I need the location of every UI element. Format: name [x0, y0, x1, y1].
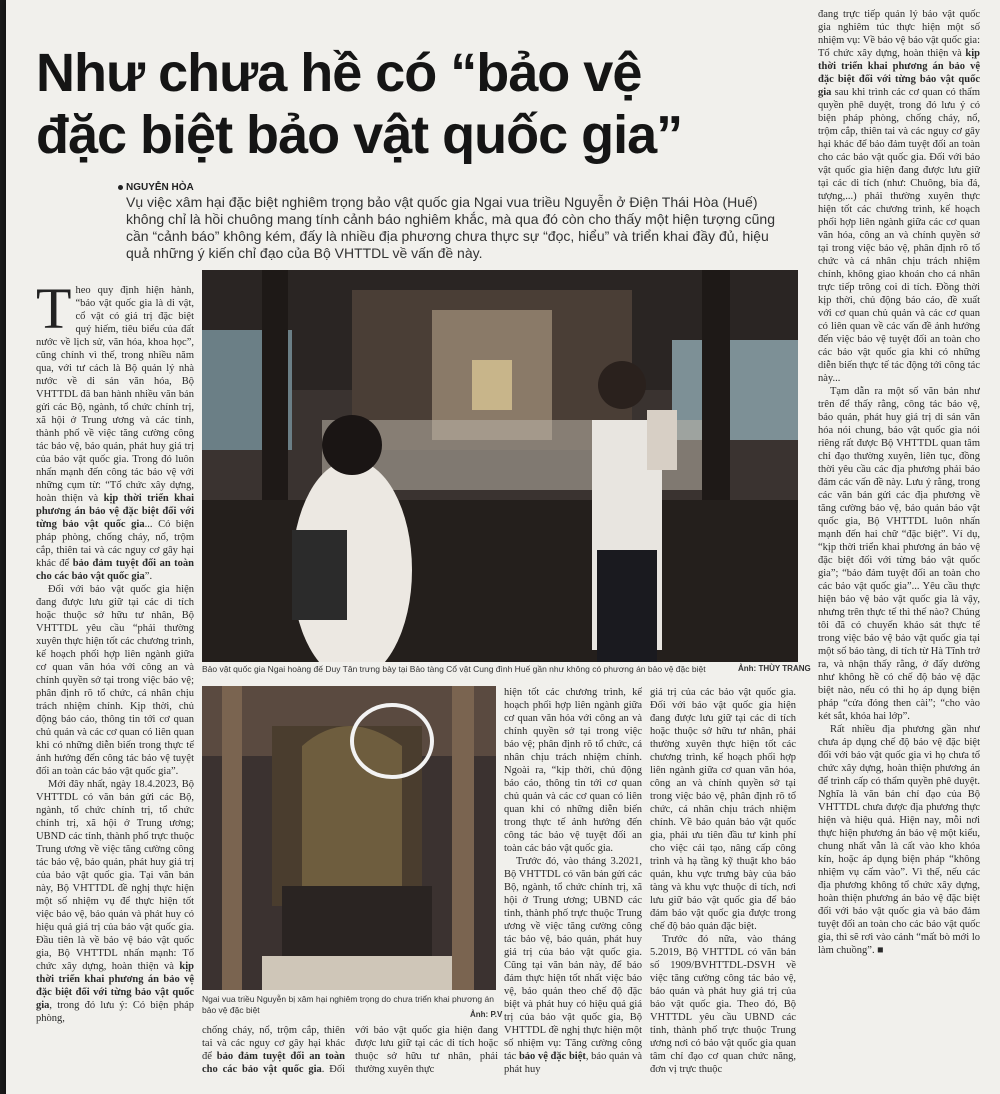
- paragraph: chống cháy, nổ, trộm cắp, thiên tai và các nguy cơ gây hại khác để bảo đảm tuyệt đối an toàn cho các bảo vật quốc gia. Đối với bảo vật quốc gia hiện đang được lưu giữ tại các di tích hoặc thuộc sở hữu tư nhân, phải thường xuyên thực: [202, 1025, 498, 1075]
- headline-line-2: đặc biệt bảo vật quốc gia”: [36, 105, 683, 165]
- column-bottom-strip: [202, 1024, 498, 1090]
- column-right: [818, 8, 980, 1088]
- paragraph: Theo quy định hiện hành, “bảo vật quốc gia là di vật, cổ vật có giá trị đặc biệt quý hiếm, tiêu biểu của đất nước về lịch sử, văn hóa, khoa học”, cũng chính vì thế, trong nhiều năm qua, với tư cách là Bộ quản lý nhà nước về di sản văn hóa, Bộ VHTTDL đã ban hành nhiều văn bản gửi các Bộ, ngành, tổ chức chính trị, xã hội ở Trung ương và các tỉnh, thành phố về việc tăng cường công tác bảo vệ, bảo quản, phát huy giá trị của bảo vật quốc gia. Trong đó luôn nhấn mạnh đến công tác bảo vệ với những cụm từ: “Tổ chức xây dựng, hoàn thiện và kịp thời triển khai phương án bảo vệ đặc biệt đối với từng bảo vật quốc gia... Có biện pháp phòng, chống cháy, nổ, trộm cắp, thiên tai và các nguy cơ gây hại khác để bảo đảm tuyệt đối an toàn cho các bảo vật quốc gia”.: [36, 284, 194, 582]
- main-photo-caption: Bảo vật quốc gia Ngai hoàng đế Duy Tân trưng bày tại Bảo tàng Cổ vật Cung đình Huế gần như không có phương án bảo vệ đặc biệt: [202, 664, 706, 674]
- paragraph: Đối với bảo vật quốc gia hiện đang được lưu giữ tại các di tích hoặc thuộc sở hữu tư nhân, Bộ VHTTDL yêu cầu “phải thường xuyên thực hiện tốt các chương trình, kế hoạch phối hợp liên ngành giữa cơ quan văn hóa với công an và chính quyền sở tại trong việc bảo vệ; phân định rõ tổ chức, cá nhân chịu trách nhiệm chính. Kịp thời, chủ động báo cáo, thông tin tới cơ quan chủ quản và các cơ quan có liên quan khi có những diễn biến trong thực tế ảnh hưởng đến công tác bảo vệ tuyệt đối an toàn các bảo vật quốc gia”.: [36, 584, 194, 777]
- column-mid-a: [504, 686, 642, 1086]
- newspaper-page: [6, 0, 1000, 1094]
- second-photo-caption: Ngai vua triều Nguyễn bị xâm hại nghiêm trọng do chưa triển khai phương án bảo vệ đặc biệt: [202, 994, 494, 1015]
- byline: [118, 182, 194, 193]
- paragraph: Rất nhiều địa phương gần như chưa áp dụng chế độ bảo vệ đặc biệt đối với bảo vật quốc gia vì họ chưa tổ chức xây dựng, hoàn thiện phương án để trình cấp có thẩm quyền phê duyệt. Nghĩa là văn bản chỉ đạo của Bộ VHTTDL chưa được địa phương thực hiện và hiệu quả. Hiện nay, mỗi nơi thực hiện phương án bảo vệ một kiểu, chung nhất vẫn là cất vào kho khóa kín, hoặc áp dụng biện pháp “không nhiệm vụ cấm vào”. Vì thế, nếu các địa phương không tổ chức xây dựng, hoàn thiện phương án bảo vệ đặc biệt đối với bảo vật quốc gia và bảo đảm tuyệt đối an toàn cho các bảo vật quốc gia, thì sẽ rơi vào cảnh “mất bò mới lo làm chuồng”. ■: [818, 724, 980, 956]
- paragraph: đang trực tiếp quản lý bảo vật quốc gia nghiêm túc thực hiện một số nhiệm vụ: Về bảo vệ bảo vật quốc gia: Tổ chức xây dựng, hoàn thiện và kịp thời triển khai phương án bảo vệ đặc biệt đối với từng bảo vật quốc gia sau khi trình các cơ quan có thẩm quyền phê duyệt, trong đó lưu ý có biện pháp phòng, chống cháy, nổ, trộm cắp, thiên tai và các nguy cơ gây hại khác để bảo đảm tuyệt đối an toàn cho các bảo vật quốc gia. Đối với bảo vật quốc gia hiện đang được lưu giữ tại các di tích (như: Chuông, bia đá, tượng,...) phải thường xuyên thực hiện tốt các chương trình, kế hoạch phối hợp liên ngành giữa các cơ quan văn hóa, công an và chính quyền sở tại trong việc bảo vệ, phân định rõ tổ chức và cá nhân chịu trách nhiệm chính, không giao khoán cho cá nhân trực tiếp trông coi di tích. Đồng thời kịp thời, chủ động báo cáo, đề xuất với cơ quan chủ quản và các cơ quan có liên quan về các vấn đề ảnh hưởng đến việc bảo vệ tuyệt đối an toàn cho các bảo vật quốc gia khi có những diễn biến thực tế tác động tới công tác này...: [818, 9, 980, 384]
- column-left: [36, 284, 194, 1090]
- paragraph: Tạm dẫn ra một số văn bản như trên để thấy rằng, công tác bảo vệ, bảo quản, phát huy giá trị di sản văn hóa nói chung, bảo vật quốc gia nói riêng rất được Bộ VHTTDL quan tâm chỉ đạo thường xuyên, liên tục, đồng thời yêu cầu các địa phương phải bảo đảm các vấn đề này. Lưu ý rằng, trong các văn bản gửi các địa phương về tăng cường bảo vệ, bảo quản bảo vật quốc gia, Bộ VHTTDL luôn nhấn mạnh đến hai chữ “đặc biệt”. Ví dụ, “kịp thời triển khai phương án bảo vệ đặc biệt đối với từng bảo vật quốc gia”; “bảo đảm tuyệt đối an toàn cho các bảo vật quốc gia”... Yêu cầu thực hiện bảo vệ bảo vật quốc gia là vậy, nhưng trên thực tế thì thế nào? Chúng tôi đã có chuyến khảo sát thực tế trong việc bảo vệ bảo vật quốc gia tại một số bảo tàng, di tích từ Hà Tĩnh trở ra, và nhận thấy rằng, ở đấy dường như không hề có chế độ bảo vệ đặc biệt nào, nếu có thì họ áp dụng biện pháp “cửa đóng then cài”; “cho vào két sắt, khóa hai lớp”.: [818, 386, 980, 722]
- second-photo-credit: Ảnh: P.V: [470, 1010, 503, 1019]
- headline-line-1: Như chưa hề có “bảo vệ: [36, 43, 642, 103]
- throne-image: [202, 686, 496, 990]
- paragraph: giá trị của các bảo vật quốc gia. Đối với bảo vật quốc gia hiện đang được lưu giữ tại các di tích hoặc thuộc sở hữu tư nhân, phải thường xuyên thực hiện tốt các chương trình, kế hoạch phối hợp liên ngành giữa cơ quan văn hóa, công an và chính quyền sở tại trong việc bảo vệ, phân định rõ tổ chức, cá nhân chịu trách nhiệm chính. Về bảo quản bảo vật quốc gia, phải ưu tiên đầu tư kinh phí cho việc cải tạo, nâng cấp công trình và hạ tầng kỹ thuật kho bảo quản, khu vực trưng bày của bảo tàng và khu vực thuộc di tích, nơi lưu giữ bảo vật quốc gia để bảo đảm bảo vật quốc gia được trong chế độ bảo quản đặc biệt.: [650, 687, 796, 932]
- headline: [36, 42, 796, 166]
- main-photo-credit: Ảnh: THÙY TRANG: [738, 664, 811, 673]
- second-photo: [202, 686, 496, 990]
- main-photo: [202, 270, 798, 662]
- paragraph: Trước đó nữa, vào tháng 5.2019, Bộ VHTTDL có văn bản số 1909/BVHTTDL-DSVH về việc tăng cường công tác bảo vệ, bảo quản và phát huy giá trị của bảo vật quốc gia. Theo đó, Bộ VHTTDL yêu cầu UBND các tỉnh, thành phố trực thuộc Trung ương nơi có bảo vật quốc gia quan tâm chỉ đạo cơ quan chức năng, đơn vị trực thuộc: [650, 934, 796, 1075]
- paragraph: hiện tốt các chương trình, kế hoạch phối hợp liên ngành giữa cơ quan văn hóa với công an và chính quyền sở tại trong việc bảo vệ; phân định rõ tổ chức, cá nhân chịu trách nhiệm chính. Ngoài ra, “kịp thời, chủ động báo cáo, thông tin tới cơ quan chủ quản và các cơ quan có liên quan khi có những diễn biến trong thực tế ảnh hưởng đến công tác bảo vệ tuyệt đối an toàn các bảo vật quốc gia.: [504, 687, 642, 854]
- drop-cap: T: [36, 284, 72, 341]
- author-name: NGUYỄN HÒA: [126, 182, 194, 193]
- column-mid-b: [650, 686, 796, 1086]
- paragraph: Trước đó, vào tháng 3.2021, Bộ VHTTDL có văn bản gửi các Bộ, ngành, tổ chức chính trị, xã hội ở Trung ương; UBND các tỉnh, thành phố trực thuộc Trung ương về việc tăng cường công tác bảo vệ, bảo quản, phát huy giá trị của bảo vật quốc gia. Cũng tại văn bản này, để bảo đảm thực hiện tốt nhất việc bảo vệ, bảo quản theo chế độ đặc biệt và phát huy có hiệu quả giá trị của bảo vật quốc gia, Bộ VHTTDL đề nghị thực hiện một số nhiệm vụ: Tăng cường công tác bảo vệ đặc biệt, bảo quản và phát huy: [504, 856, 642, 1075]
- lead-paragraph: Vụ việc xâm hại đặc biệt nghiêm trọng bảo vật quốc gia Ngai vua triều Nguyễn ở Điện Thái Hòa (Huế) không chỉ là hồi chuông mang tính cảnh báo nghiêm khắc, mà qua đó còn cho thấy một hiện tượng cũng cần “cảnh báo” không kém, đấy là nhiều địa phương chưa thực sự “đọc, hiểu” và triển khai đầy đủ, hiệu quả những ý kiến chỉ đạo của Bộ VHTTDL về vấn đề này.: [126, 194, 775, 261]
- museum-hall-image: [202, 270, 798, 662]
- paragraph: Mới đây nhất, ngày 18.4.2023, Bộ VHTTDL có văn bản gửi các Bộ, ngành, tổ chức chính trị, tổ chức chính trị, xã hội ở Trung ương; UBND các tỉnh, thành phố trực thuộc Trung ương về việc tăng cường công tác bảo vệ, bảo quản, phát huy giá trị của bảo vật quốc gia. Tại văn bản này, Bộ VHTTDL đề nghị thực hiện một số nhiệm vụ để thực hiện tốt việc bảo vệ, bảo quản và phát huy có hiệu quả giá trị của bảo vật quốc gia. Đầu tiên là về bảo vệ bảo vật quốc gia, Bộ VHTTDL nhấn mạnh: Tổ chức xây dựng, hoàn thiện và kịp thời triển khai phương án bảo vệ đặc biệt đối với từng bảo vật quốc gia, trong đó lưu ý: Có biện pháp phòng,: [36, 779, 194, 1024]
- bullet-icon: [118, 185, 123, 190]
